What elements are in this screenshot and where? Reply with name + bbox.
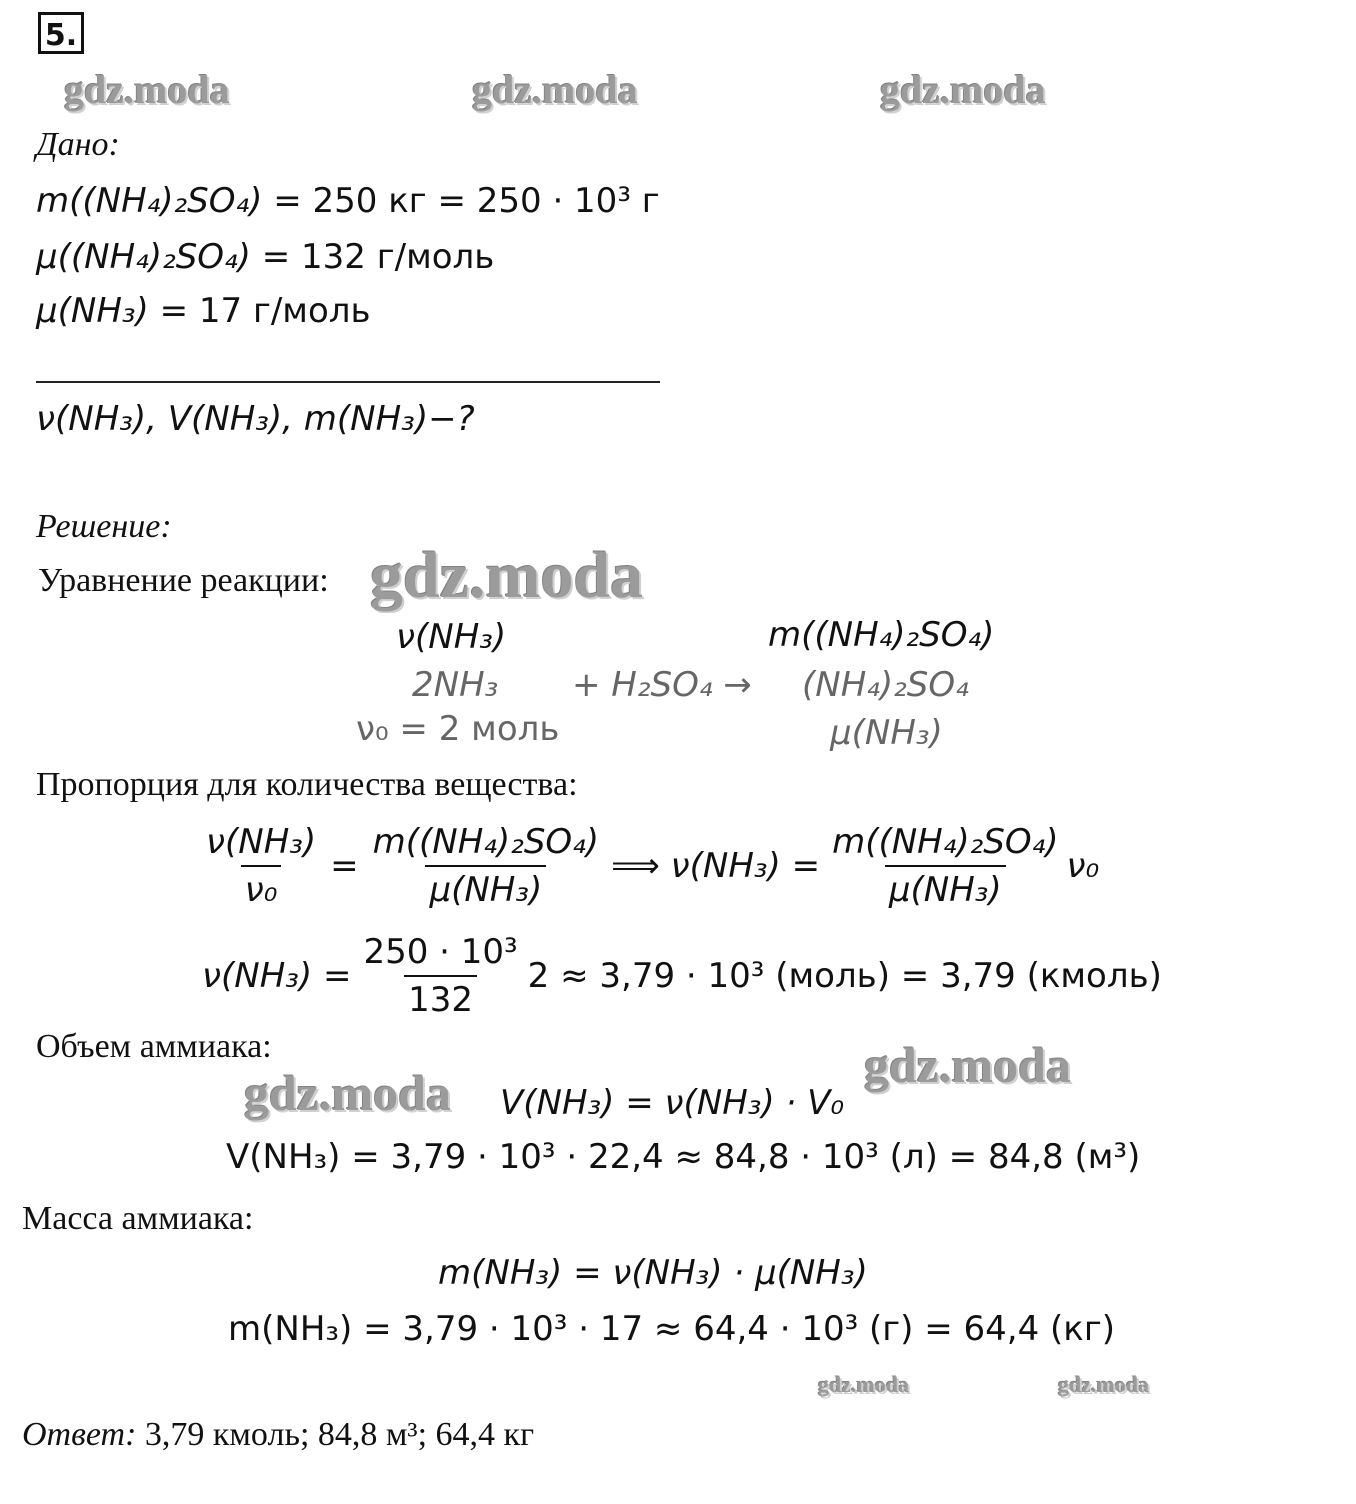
volume-calculation: V(NH₃) = 3,79 · 10³ · 22,4 ≈ 84,8 · 10³ (л) = 84,8 (м³) [226,1137,1141,1177]
reaction-reactant-nh3: 2NH₃ [412,665,499,705]
reaction-product: (NH₄)₂SO₄ [802,665,969,705]
given-mu-symbol: μ [36,291,58,331]
given-mass-line [36,181,660,221]
answer-label: Ответ: [22,1416,137,1453]
watermark: gdz.moda [244,1065,451,1121]
mass-label: Масса аммиака: [22,1200,254,1237]
proportion-lhs-fraction [202,822,320,910]
given-mu-symbol: μ [36,237,58,277]
equals-sign: = [330,846,359,886]
given-nh3: (NH₃) [57,291,149,331]
given-molar-mass-sulfate: = 132 г/моль [261,237,495,277]
given-compound: ((NH₄)₂SO₄) [57,237,251,277]
reaction-label: Уравнение реакции: [38,562,329,599]
calc-fraction [359,932,521,1020]
given-molar-mass-nh3-line [36,291,371,331]
fraction-denominator: μ(NH₃) [425,865,546,907]
proportion-mid-fraction [369,822,603,910]
moles-calculation [202,926,1162,1026]
given-separator [36,381,660,383]
reaction-below-right: μ(NH₃) [830,713,943,753]
proportion-rhs-fraction [828,822,1062,910]
problem-number: 5. [38,12,84,54]
reaction-above-left: ν(NH₃) [396,617,507,657]
given-heading: Дано: [36,126,120,163]
watermark: gdz.moda [370,539,644,612]
reaction-above-right: m((NH₄)₂SO₄) [768,615,995,655]
reaction-below-left: ν₀ = 2 моль [356,709,560,749]
given-m-symbol: m [36,181,70,221]
answer-line [22,1418,534,1452]
proportion-equation [202,816,1099,916]
fraction-numerator: 250 · 10³ [363,932,518,972]
given-molar-mass-sulfate-line [36,237,495,277]
watermark: gdz.moda [880,67,1046,112]
given-mass-value: = 250 кг = 250 · 10³ г [273,181,660,221]
fraction-numerator: m((NH₄)₂SO₄) [832,822,1059,862]
fraction-numerator: m((NH₄)₂SO₄) [372,822,600,862]
fraction-numerator: ν(NH₃) [206,822,317,862]
proportion-label: Пропорция для количества вещества: [36,766,578,803]
watermark: gdz.moda [472,67,638,112]
proportion-tail: ν₀ [1066,846,1100,886]
watermark: gdz.moda [864,1037,1071,1093]
find-line: ν(NH₃), V(NH₃), m(NH₃)−? [36,399,475,439]
watermark: gdz.moda [64,67,230,112]
answer-text: 3,79 кмоль; 84,8 м³; 64,4 кг [144,1416,535,1453]
volume-label: Объем аммиака: [36,1028,272,1065]
fraction-denominator: μ(NH₃) [885,865,1006,907]
fraction-denominator: ν₀ [241,865,282,907]
proportion-implies: ⟹ ν(NH₃) = [611,846,821,886]
given-compound: ((NH₄)₂SO₄) [69,181,263,221]
calc-tail: 2 ≈ 3,79 · 10³ (моль) = 3,79 (кмоль) [527,956,1162,996]
watermark: gdz.moda [1058,1372,1150,1397]
fraction-denominator: 132 [404,975,477,1017]
mass-calculation: m(NH₃) = 3,79 · 10³ · 17 ≈ 64,4 · 10³ (г) = 64,4 (кг) [228,1309,1115,1349]
calc-lhs: ν(NH₃) = [202,956,352,996]
mass-formula: m(NH₃) = ν(NH₃) · μ(NH₃) [438,1253,868,1293]
reaction-reactant-h2so4: + H₂SO₄ → [572,665,752,705]
watermark: gdz.moda [818,1372,910,1397]
given-molar-mass-nh3: = 17 г/моль [159,291,371,331]
volume-formula: V(NH₃) = ν(NH₃) · V₀ [500,1083,844,1123]
solution-heading: Решение: [36,508,172,545]
